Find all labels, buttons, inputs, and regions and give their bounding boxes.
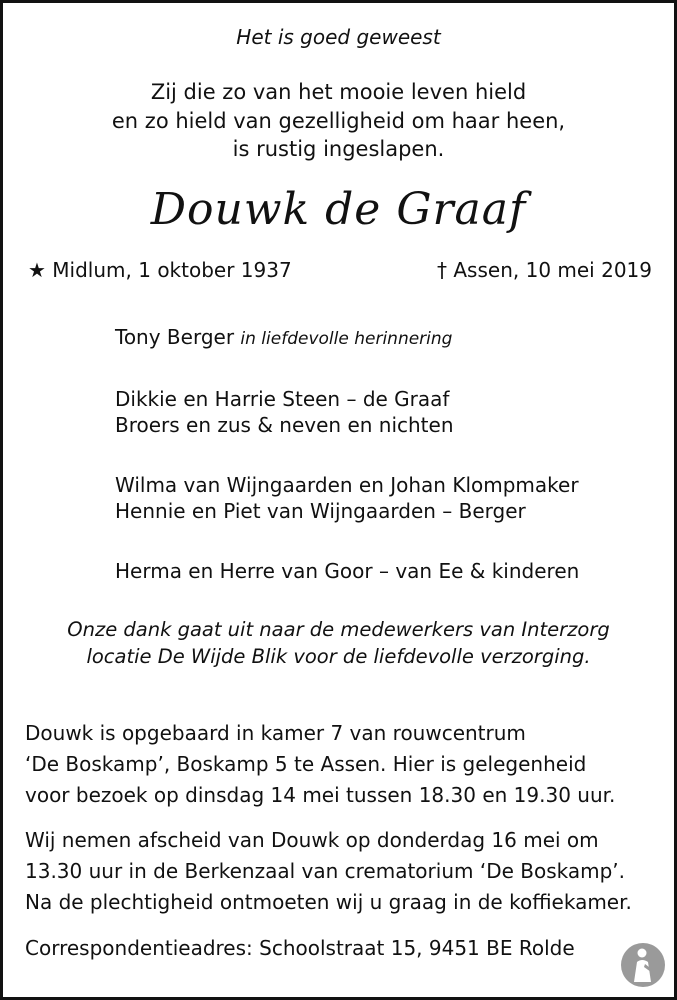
family-group [115, 472, 579, 524]
family-line: Broers en zus & neven en nichten [115, 413, 454, 437]
thanks-line: Onze dank gaat uit naar de medewerkers van Interzorg [67, 618, 610, 641]
viewing-line: Douwk is opgebaard in kamer 7 van rouwcentrum [25, 721, 526, 745]
viewing-info [25, 718, 615, 811]
family-partner [115, 324, 452, 352]
family-line: Herma en Herre van Goor – van Ee & kinderen [115, 559, 580, 583]
poem-line: is rustig ingeslapen. [232, 137, 445, 161]
partner-name: Tony Berger [115, 325, 235, 349]
star-icon: ★ [28, 258, 46, 282]
death-text: Assen, 10 mei 2019 [453, 258, 652, 282]
motto: Het is goed geweest [236, 25, 441, 49]
birth-info [28, 258, 292, 282]
correspondence-address: Correspondentieadres: Schoolstraat 15, 9451 BE Rolde [25, 936, 575, 960]
farewell-line: Wij nemen afscheid van Douwk op donderdag 16 mei om [25, 828, 599, 852]
death-info [437, 258, 652, 282]
viewing-line: ‘De Boskamp’, Boskamp 5 te Assen. Hier is gelegenheid [25, 752, 587, 776]
poem-line: en zo hield van gezelligheid om haar heen, [111, 108, 566, 133]
family-line: Dikkie en Harrie Steen – de Graaf [115, 387, 450, 411]
thanks-line: locatie De Wijde Blik voor de liefdevolle verzorging. [86, 645, 591, 668]
family-line: Hennie en Piet van Wijngaarden – Berger [115, 499, 526, 523]
deceased-name: Douwk de Graaf [150, 184, 527, 235]
poem [3, 78, 674, 164]
thanks-text [3, 616, 674, 670]
cross-icon: † [437, 258, 448, 282]
farewell-info [25, 825, 632, 918]
birth-text: Midlum, 1 oktober 1937 [52, 258, 292, 282]
farewell-line: Na de plechtigheid ontmoeten wij u graag in de koffiekamer. [25, 890, 632, 914]
memorial-figure-icon [620, 942, 666, 988]
viewing-line: voor bezoek op dinsdag 14 mei tussen 18.30 en 19.30 uur. [25, 783, 616, 807]
family-line: Wilma van Wijngaarden en Johan Klompmaker [115, 473, 579, 497]
farewell-line: 13.30 uur in de Berkenzaal van crematorium ‘De Boskamp’. [25, 859, 626, 883]
family-group [115, 386, 454, 438]
partner-note: in liefdevolle herinnering [240, 329, 453, 349]
poem-line: Zij die zo van het mooie leven hield [150, 80, 527, 104]
family-group [115, 558, 579, 584]
